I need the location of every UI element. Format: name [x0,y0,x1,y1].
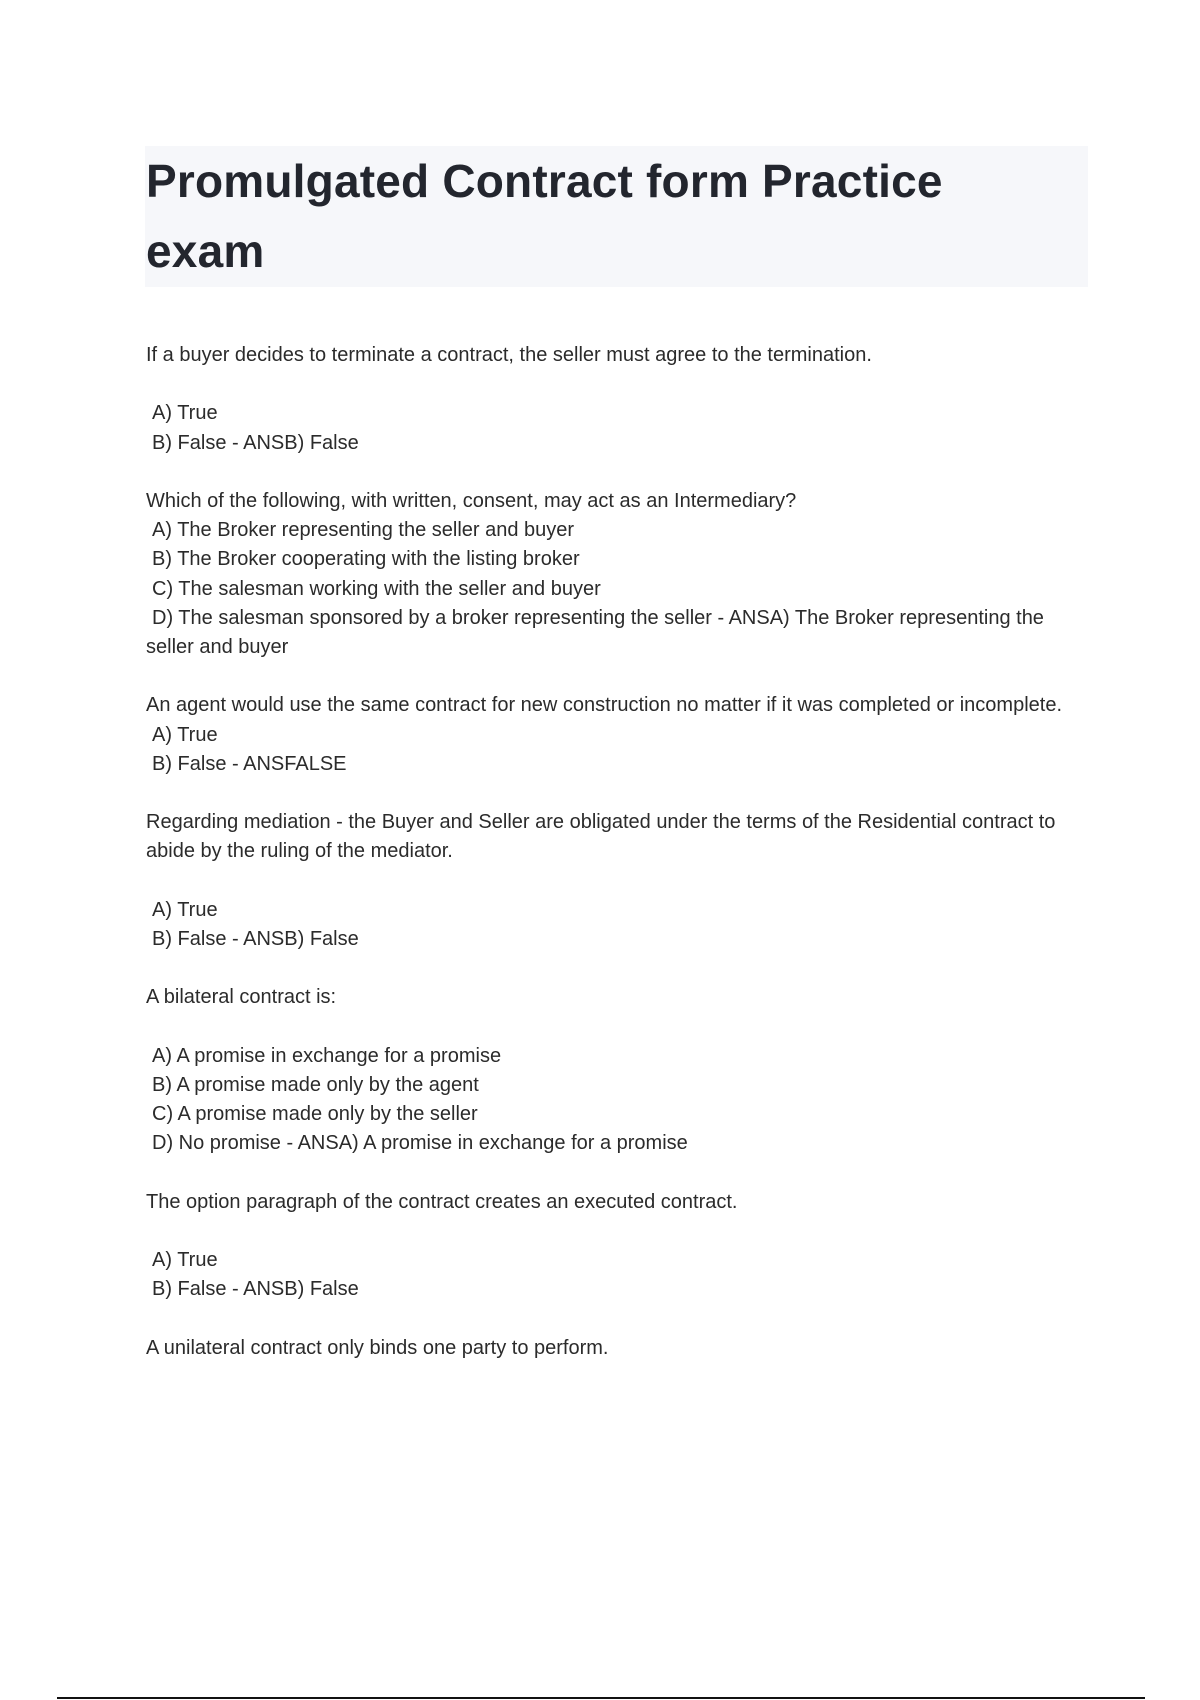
spacer [146,954,1066,983]
question-prompt: Regarding mediation - the Buyer and Seller are obligated under the terms of the Residential contract to abide by the ruling of the mediator. [146,811,1061,863]
question-list [146,341,1066,1363]
answer-option: A) True [152,1249,218,1272]
question-prompt: A unilateral contract only binds one party to perform. [146,1336,609,1359]
page-title: Promulgated Contract form Practice exam [146,155,943,277]
spacer [146,779,1066,808]
spacer [146,1013,1066,1042]
answer-option: C) A promise made only by the seller [152,1103,478,1126]
question-prompt: The option paragraph of the contract creates an executed contract. [146,1190,738,1213]
footer-divider [57,1697,1145,1699]
question-3 [146,691,1066,779]
answer-option: B) False - ANSB) False [152,927,359,950]
answer-option: B) The Broker cooperating with the listing broker [152,548,580,571]
question-prompt: An agent would use the same contract for new construction no matter if it was completed or incomplete. [146,694,1063,717]
question-prompt: If a buyer decides to terminate a contract, the seller must agree to the termination. [146,344,872,366]
spacer [146,1217,1066,1246]
question-6 [146,1188,1066,1305]
answer-option: B) False - ANSB) False [152,1278,359,1301]
answer-option: B) False - ANSB) False [152,431,359,454]
spacer [146,867,1066,896]
spacer [146,458,1066,487]
answer-option: A) True [152,402,218,425]
answer-option: D) No promise - ANSA) A promise in exchange for a promise [152,1132,688,1155]
question-2 [146,487,1066,662]
answer-option: C) The salesman working with the seller and buyer [152,577,601,600]
answer-option: B) False - ANSFALSE [152,752,347,775]
spacer [146,1305,1066,1334]
answer-option: B) A promise made only by the agent [152,1073,479,1096]
question-7 [146,1334,1066,1363]
answer-option: A) The Broker representing the seller and buyer [152,519,575,542]
spacer [146,662,1066,691]
question-prompt: Which of the following, with written, consent, may act as an Intermediary? [146,489,797,512]
question-4 [146,808,1066,954]
question-1 [146,341,1066,458]
question-prompt: A bilateral contract is: [146,986,337,1009]
title-banner [145,146,1088,287]
spacer [146,370,1066,399]
spacer [146,1159,1066,1188]
answer-option: D) The salesman sponsored by a broker representing the seller - ANSA) The Broker representing the seller and buyer [146,606,1050,658]
answer-option: A) True [152,723,218,746]
answer-option: A) True [152,898,218,921]
answer-option: A) A promise in exchange for a promise [152,1044,502,1067]
question-5 [146,983,1066,1158]
